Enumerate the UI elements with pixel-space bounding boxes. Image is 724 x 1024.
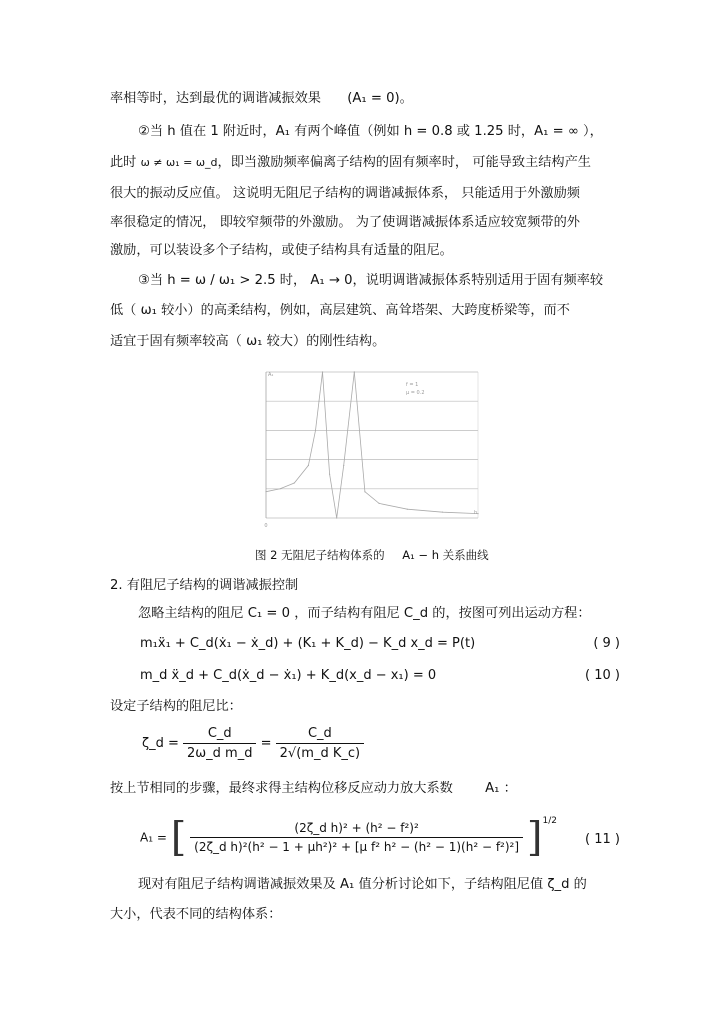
data-point: [354, 371, 355, 372]
zeta-formula: [142, 726, 364, 761]
paragraph-2-line-2: [110, 154, 591, 172]
amplification-text: [110, 780, 517, 798]
data-point: [442, 512, 443, 513]
data-point: [294, 482, 295, 483]
paragraph-2-line-1: [138, 123, 603, 141]
paragraph-2-line-3: 很大的振动反应值。 这说明无阻尼子结构的调谐减振体系， 只能适用于外激励频: [110, 186, 580, 201]
paragraph-2-line-5: 激励，可以装设多个子结构，或使子结构具有适量的阻尼。: [110, 243, 453, 258]
paragraph-3-line-1: [138, 272, 603, 290]
caption-prefix: 图 2 无阻尼子结构体系的: [255, 548, 385, 562]
equation-11: [140, 814, 557, 861]
eq11-fraction: [190, 821, 523, 854]
p2-l1: ②当 h 值在 1 附近时，: [138, 124, 276, 139]
data-point: [343, 465, 344, 466]
amp-text: 按上节相同的步骤，最终求得主结构位移反应动力放大系数: [110, 781, 453, 796]
data-point: [477, 513, 478, 514]
formula-a1-zero: (A₁ = 0)。: [347, 91, 413, 106]
legend-entry: f = 1: [406, 382, 419, 388]
chart-svg: [256, 366, 486, 530]
eq11-denominator: (2ζ_d h)²(h² − 1 + μh²)² + [μ f² h² − (h² − 1)(h² − f²)²]: [194, 840, 520, 854]
data-point: [322, 371, 323, 372]
data-point: [407, 509, 408, 510]
equals-sign: =: [260, 736, 272, 751]
paragraph-3-line-2: 低（ ω₁ 较小）的高柔结构，例如，高层建筑、高耸塔架、大跨度桥梁等，而不: [110, 303, 570, 318]
figure-chart: [256, 366, 486, 530]
caption-formula: A₁ − h 关系曲线: [402, 548, 489, 562]
damping-label: 设定子结构的阻尼比：: [110, 699, 242, 714]
eq11-exponent: 1/2: [542, 816, 557, 826]
paragraph-3-line-3: 适宜于固有频率较高（ ω₁ 较大）的刚性结构。: [110, 334, 386, 349]
zeta-lhs: ζ_d =: [142, 736, 179, 751]
right-bracket: ]: [526, 814, 543, 861]
p2-l2b: ，即当激励频率偏离子结构的固有频率时， 可能导致主结构产生: [217, 155, 591, 170]
p3-l1b: ，说明调谐减振体系特别适用于固有频率较: [352, 273, 604, 288]
figure-caption: [255, 547, 489, 563]
data-point: [329, 474, 330, 475]
discussion-line-2: 大小，代表不同的结构体系：: [110, 907, 282, 922]
data-point: [364, 491, 365, 492]
zeta-f2-num: C_d: [276, 726, 364, 744]
legend-entry: μ = 0.2: [406, 390, 425, 396]
data-point: [315, 430, 316, 431]
p3-l1a: ③当: [138, 273, 164, 288]
formula-omega: ω ≠ ω₁ = ω_d: [140, 156, 218, 169]
left-bracket: [: [170, 814, 187, 861]
zeta-f1-den: 2ω_d m_d: [187, 746, 253, 761]
data-point: [336, 517, 337, 518]
equation-11-number: ( 11 ): [585, 832, 620, 847]
data-point: [265, 491, 266, 492]
data-point: [280, 488, 281, 489]
zeta-fraction-2: [276, 726, 364, 761]
section-intro: 忽略主结构的阻尼 C₁ = 0 ，而子结构有阻尼 C_d 的，按图可列出运动方程：: [138, 606, 591, 621]
series-line: [266, 372, 323, 492]
zeta-fraction-1: [183, 726, 256, 761]
eq11-lhs: A₁ =: [140, 830, 167, 845]
paragraph-1: 率相等时，达到最优的调谐减振效果: [110, 91, 321, 106]
zeta-f1-num: C_d: [183, 726, 256, 744]
equation-9: m₁ẍ₁ + C_d(ẋ₁ − ẋ_d) + (K₁ + K_d) − K_d x_d = P(t): [140, 636, 476, 651]
equation-9-number: ( 9 ): [593, 636, 620, 651]
amp-symbol: A₁ ：: [485, 781, 517, 796]
series-line: [323, 372, 355, 518]
paragraph-1-text: [110, 90, 413, 108]
p2-l2a: 此时: [110, 155, 137, 170]
x-axis-label: h: [474, 510, 478, 516]
eq11-numerator: (2ζ_d h)² + (h² − f²)²: [190, 821, 523, 838]
data-point: [308, 465, 309, 466]
y-axis-label: A₁: [268, 372, 274, 378]
discussion-line-1: 现对有阻尼子结构调谐减振效果及 A₁ 值分析讨论如下，子结构阻尼值 ζ_d 的: [138, 877, 587, 892]
data-point: [378, 503, 379, 504]
equation-10-number: ( 10 ): [585, 668, 620, 683]
p2-l1b: A₁ 有两个峰值（例如 h = 0.8 或 1.25 时，A₁ = ∞ ），: [275, 124, 603, 139]
zeta-f2-den: 2√(m_d K_c): [279, 746, 361, 761]
section-heading: 2. 有阻尼子结构的调谐减振控制: [110, 578, 299, 593]
equation-10: m_d ẍ_d + C_d(ẋ_d − ẋ₁) + K_d(x_d − x₁) = 0: [140, 668, 437, 683]
x-tick-label: 0: [264, 523, 268, 529]
paragraph-2-line-4: 率很稳定的情况， 即较窄频带的外激励。 为了使调谐减振体系适应较宽频带的外: [110, 215, 580, 230]
data-point: [318, 401, 319, 402]
formula-h-ratio: h = ω / ω₁ > 2.5 时， A₁ → 0: [167, 273, 353, 288]
